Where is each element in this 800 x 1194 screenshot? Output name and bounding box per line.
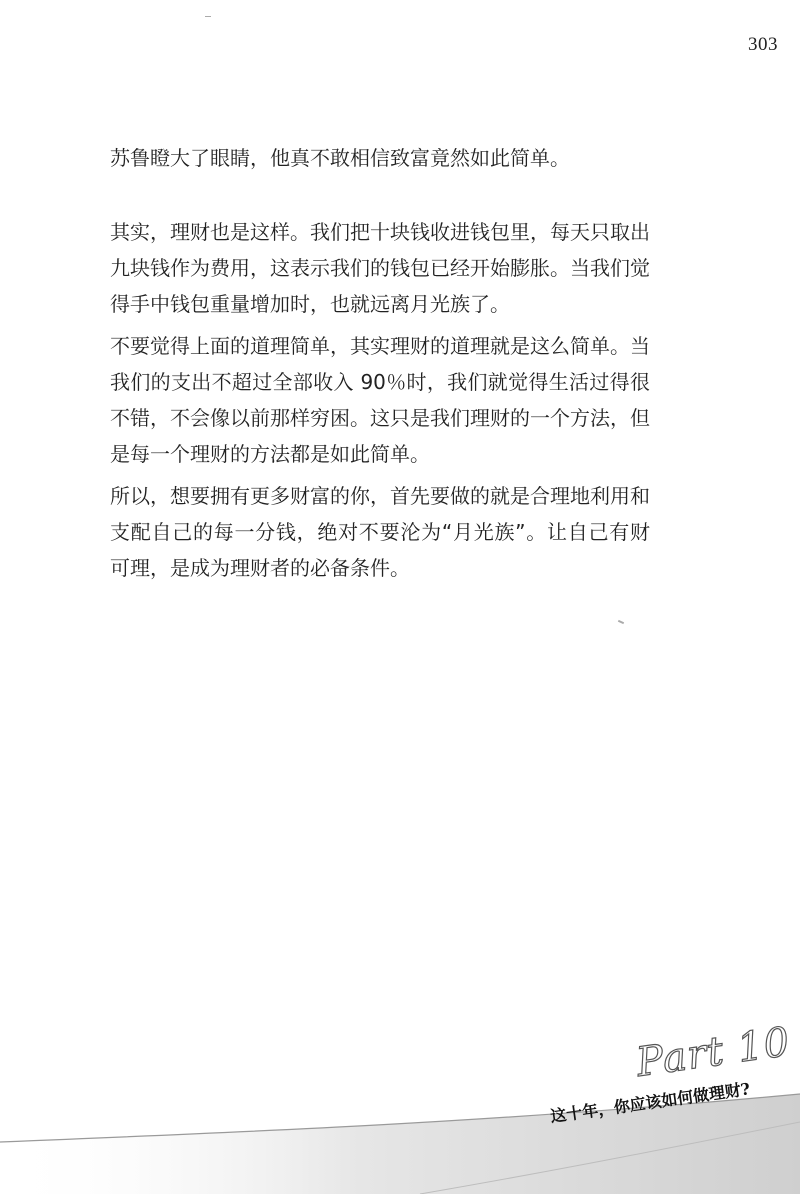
scan-mark bbox=[618, 620, 624, 624]
paragraph: 所以，想要拥有更多财富的你，首先要做的就是合理地利用和支配自己的每一分钱，绝对不要沦为“月光族”。让自己有财可理，是成为理财者的必备条件。 bbox=[110, 484, 650, 580]
paragraph: 苏鲁瞪大了眼睛，他真不敢相信致富竟然如此简单。 bbox=[110, 146, 570, 170]
scan-mark bbox=[205, 16, 211, 17]
footer-tagline: 这十年，你应该如何做理财? bbox=[549, 1079, 752, 1127]
part-logo: Part 10 bbox=[633, 1018, 794, 1086]
paragraph: 其实，理财也是这样。我们把十块钱收进钱包里，每天只取出九块钱作为费用，这表示我们的钱包已经开始膨胀。当我们觉得手中钱包重量增加时，也就远离月光族了。 bbox=[110, 220, 650, 316]
paragraph: 不要觉得上面的道理简单，其实理财的道理就是这么简单。当我们的支出不超过全部收入 90％时，我们就觉得生活过得很不错，不会像以前那样穷困。这只是我们理财的一个方法，但是每一个理财的方法都是如此简单。 bbox=[110, 334, 650, 466]
page-number: 303 bbox=[748, 34, 778, 55]
